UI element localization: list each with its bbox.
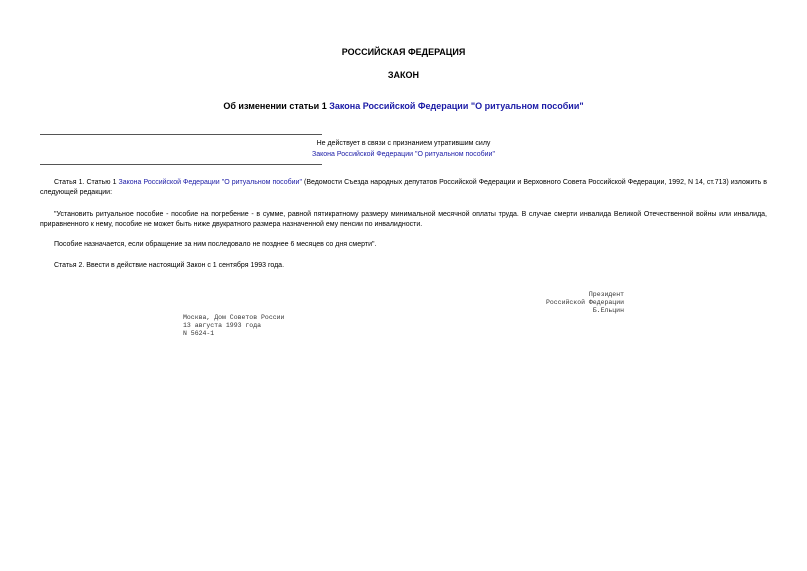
signature-title: Президент	[588, 291, 624, 298]
divider-top	[40, 134, 322, 135]
law-title	[0, 101, 807, 112]
place: Москва, Дом Советов России	[183, 314, 285, 321]
article-1-link[interactable]: Закона Российской Федерации "О ритуальном пособии"	[118, 179, 302, 186]
status-note-line	[0, 151, 807, 158]
article-1-prefix: Статья 1. Статью 1	[54, 179, 119, 186]
signature-name: Б.Ельцин	[592, 307, 624, 314]
status-note: Не действует в связи с признанием утратившим силу	[316, 140, 491, 147]
signature-block	[546, 291, 624, 315]
article-1-rest: (Ведомости Съезда народных депутатов Российской Федерации и Верховного Совета Российской Федерации, 1992, N 14, ст.713) изложить в следующей редакции:	[40, 179, 767, 196]
place-date-block	[183, 314, 284, 338]
law-title-prefix: Об изменении статьи 1	[223, 101, 330, 111]
divider-bottom	[40, 164, 322, 165]
status-note-link[interactable]: Закона Российской Федерации "О ритуальном пособии"	[312, 151, 495, 158]
document-number: N 5624-1	[183, 330, 215, 337]
document-type-heading: ЗАКОН	[387, 70, 420, 80]
quote-paragraph-1: "Установить ритуальное пособие - пособие на погребение - в сумме, равной пятикратному размеру минимальной месячной оплаты труда. В случае смерти инвалида Великой Отечественной войны или инвалида, приравненного к нему, пособие не может быть ниже двукратного размера назначенной ему пенсии по инвалидности.	[40, 211, 767, 228]
article-2: Статья 2. Ввести в действие настоящий Закон с 1 сентября 1993 года.	[54, 262, 285, 269]
date: 13 августа 1993 года	[183, 322, 262, 329]
article-1	[40, 178, 767, 198]
country-heading: РОССИЙСКАЯ ФЕДЕРАЦИЯ	[341, 47, 466, 57]
signature-country: Российской Федерации	[545, 299, 624, 306]
quote-paragraph-2: Пособие назначается, если обращение за ним последовало не позднее 6 месяцев со дня смерти".	[54, 241, 377, 248]
law-title-link[interactable]: Закона Российской Федерации "О ритуальном пособии"	[329, 101, 584, 111]
